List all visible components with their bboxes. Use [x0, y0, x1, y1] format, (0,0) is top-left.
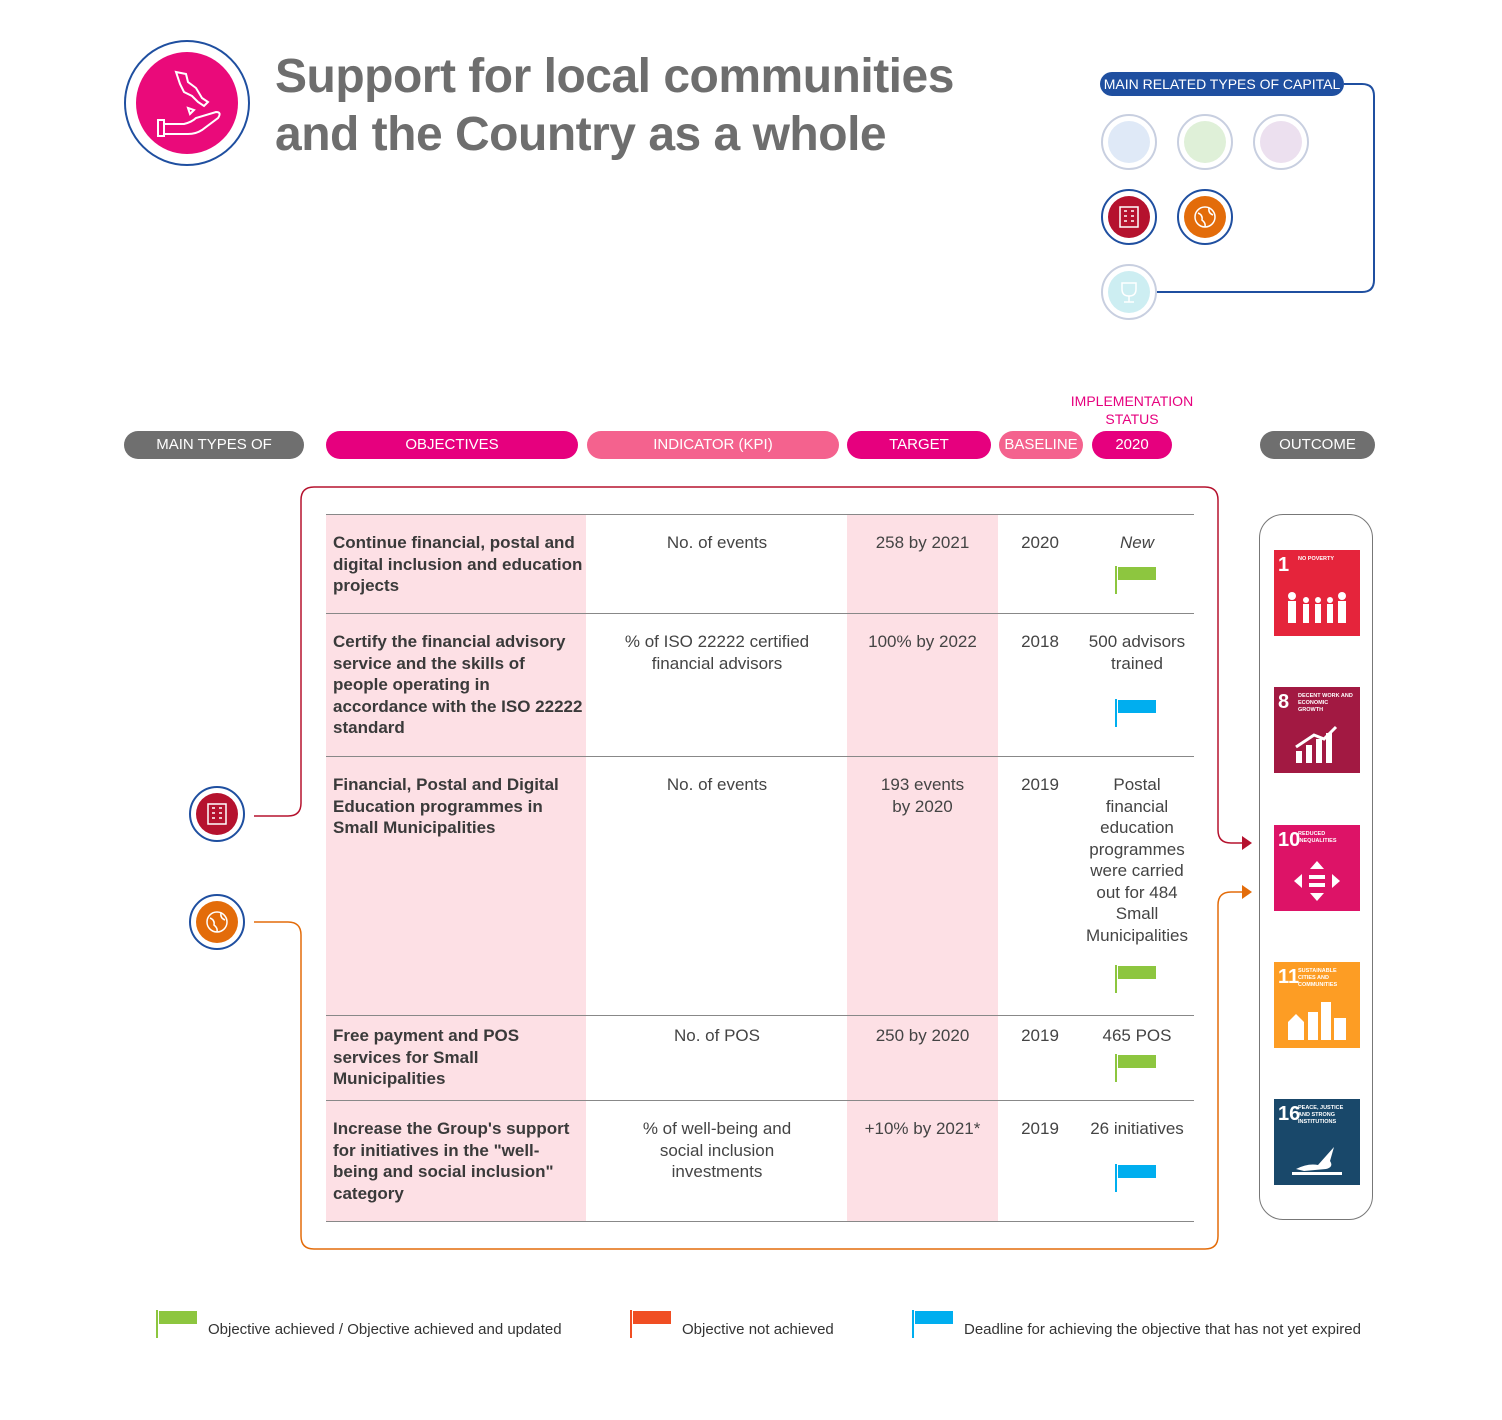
- deadline-flag-icon: [1118, 700, 1156, 713]
- row-divider: [326, 756, 1194, 757]
- objectives-header: OBJECTIVES: [326, 431, 578, 459]
- page-title: Support for local communities and the Country as a whole: [275, 50, 954, 161]
- objective-cell: Certify the financial advisory service and the skills of people operating in accordance with the ISO 22222 standard: [333, 632, 583, 737]
- achieved-flag-icon: [1115, 1054, 1117, 1082]
- outcome-header: OUTCOME: [1260, 431, 1375, 459]
- achieved-flag-icon: [1115, 965, 1117, 993]
- objective-cell: Increase the Group's support for initiatives in the "well-being and social inclusion" category: [333, 1119, 570, 1203]
- city-icon: [1286, 1000, 1348, 1042]
- sdg-11-sustainable-cities: 11 SUSTAINABLE CITIES AND COMMUNITIES: [1274, 962, 1360, 1048]
- kpi-cell: No. of events: [666, 533, 768, 552]
- baseline-header: BASELINE: [999, 431, 1083, 459]
- kpi-cell: % of ISO 22222 certified financial advisors: [624, 632, 810, 673]
- objective-cell: Continue financial, postal and digital inclusion and education projects: [333, 533, 583, 595]
- row-divider: [326, 613, 1194, 614]
- equality-icon: [1294, 861, 1340, 903]
- deadline-flag-icon: [1115, 1164, 1117, 1192]
- deadline-flag-icon: [1115, 699, 1117, 727]
- target-cell: 258 by 2021: [875, 533, 970, 552]
- baseline-cell: 2020: [1021, 533, 1059, 552]
- deadline-flag-icon: [1118, 1165, 1156, 1178]
- achieved-flag-icon: [1118, 1055, 1156, 1068]
- status-cell: 26 initiatives: [1090, 1119, 1184, 1138]
- main-types-header: MAIN TYPES OF CAPITAL: [124, 431, 304, 459]
- status-cell: 465 POS: [1102, 1026, 1172, 1045]
- status-cell: 500 advisors trained: [1088, 632, 1186, 673]
- legend-achieved: Objective achieved / Objective achieved and updated: [208, 1321, 562, 1338]
- row-divider: [326, 1015, 1194, 1016]
- row-divider: [326, 1221, 1194, 1222]
- baseline-cell: 2019: [1021, 1119, 1059, 1138]
- objective-cell: Free payment and POS services for Small Municipalities: [333, 1026, 520, 1088]
- legend-not-achieved: Objective not achieved: [682, 1321, 834, 1338]
- row-divider: [326, 514, 1194, 515]
- not-achieved-flag-icon: [630, 1310, 632, 1338]
- row-divider: [326, 1100, 1194, 1101]
- target-cell: 100% by 2022: [868, 632, 977, 651]
- legend-deadline: Deadline for achieving the objective that has not yet expired: [964, 1321, 1361, 1338]
- target-cell: 193 events by 2020: [880, 775, 965, 816]
- achieved-flag-icon: [159, 1311, 197, 1324]
- achieved-flag-icon: [1118, 966, 1156, 979]
- baseline-cell: 2018: [1021, 632, 1059, 651]
- indicator-header: INDICATOR (KPI): [587, 431, 839, 459]
- status-cell: Postal financial education programmes were carried out for 484 Small Municipalities: [1085, 775, 1189, 945]
- kpi-cell: No. of events: [666, 775, 768, 794]
- sdg-8-decent-work: 8 DECENT WORK AND ECONOMIC GROWTH: [1274, 687, 1360, 773]
- year-header: 2020: [1092, 431, 1172, 459]
- dove-icon: [1290, 1139, 1344, 1177]
- objective-cell: Financial, Postal and Digital Education programmes in Small Municipalities: [333, 775, 559, 837]
- target-header: TARGET: [847, 431, 991, 459]
- sdg-10-reduced-inequalities: 10 REDUCED INEQUALITIES: [1274, 825, 1360, 911]
- achieved-flag-icon: [156, 1310, 158, 1338]
- deadline-flag-icon: [915, 1311, 953, 1324]
- objectives-column-bg: [326, 515, 586, 1221]
- growth-chart-icon: [1294, 725, 1340, 765]
- natural-capital-icon: [189, 894, 245, 950]
- sdg-16-peace-justice: 16 PEACE, JUSTICE AND STRONG INSTITUTIONS: [1274, 1099, 1360, 1185]
- physical-capital-icon: [189, 786, 245, 842]
- achieved-flag-icon: [1118, 567, 1156, 580]
- status-cell: New: [1119, 533, 1154, 552]
- target-column-bg: [847, 515, 998, 1221]
- deadline-flag-icon: [912, 1310, 914, 1338]
- target-cell: +10% by 2021*: [864, 1119, 981, 1138]
- achieved-flag-icon: [1115, 566, 1117, 594]
- not-achieved-flag-icon: [633, 1311, 671, 1324]
- baseline-cell: 2019: [1021, 1026, 1059, 1045]
- family-icon: [1284, 590, 1350, 626]
- kpi-cell: No. of POS: [674, 1026, 760, 1045]
- baseline-cell: 2019: [1021, 775, 1059, 794]
- main-related-capital-label: MAIN RELATED TYPES OF CAPITAL: [1100, 72, 1344, 96]
- target-cell: 250 by 2020: [875, 1026, 970, 1045]
- sdg-1-no-poverty: 1 NO POVERTY: [1274, 550, 1360, 636]
- implementation-status-label: IMPLEMENTATION STATUS: [1070, 393, 1194, 427]
- kpi-cell: % of well-being and social inclusion investments: [642, 1119, 792, 1181]
